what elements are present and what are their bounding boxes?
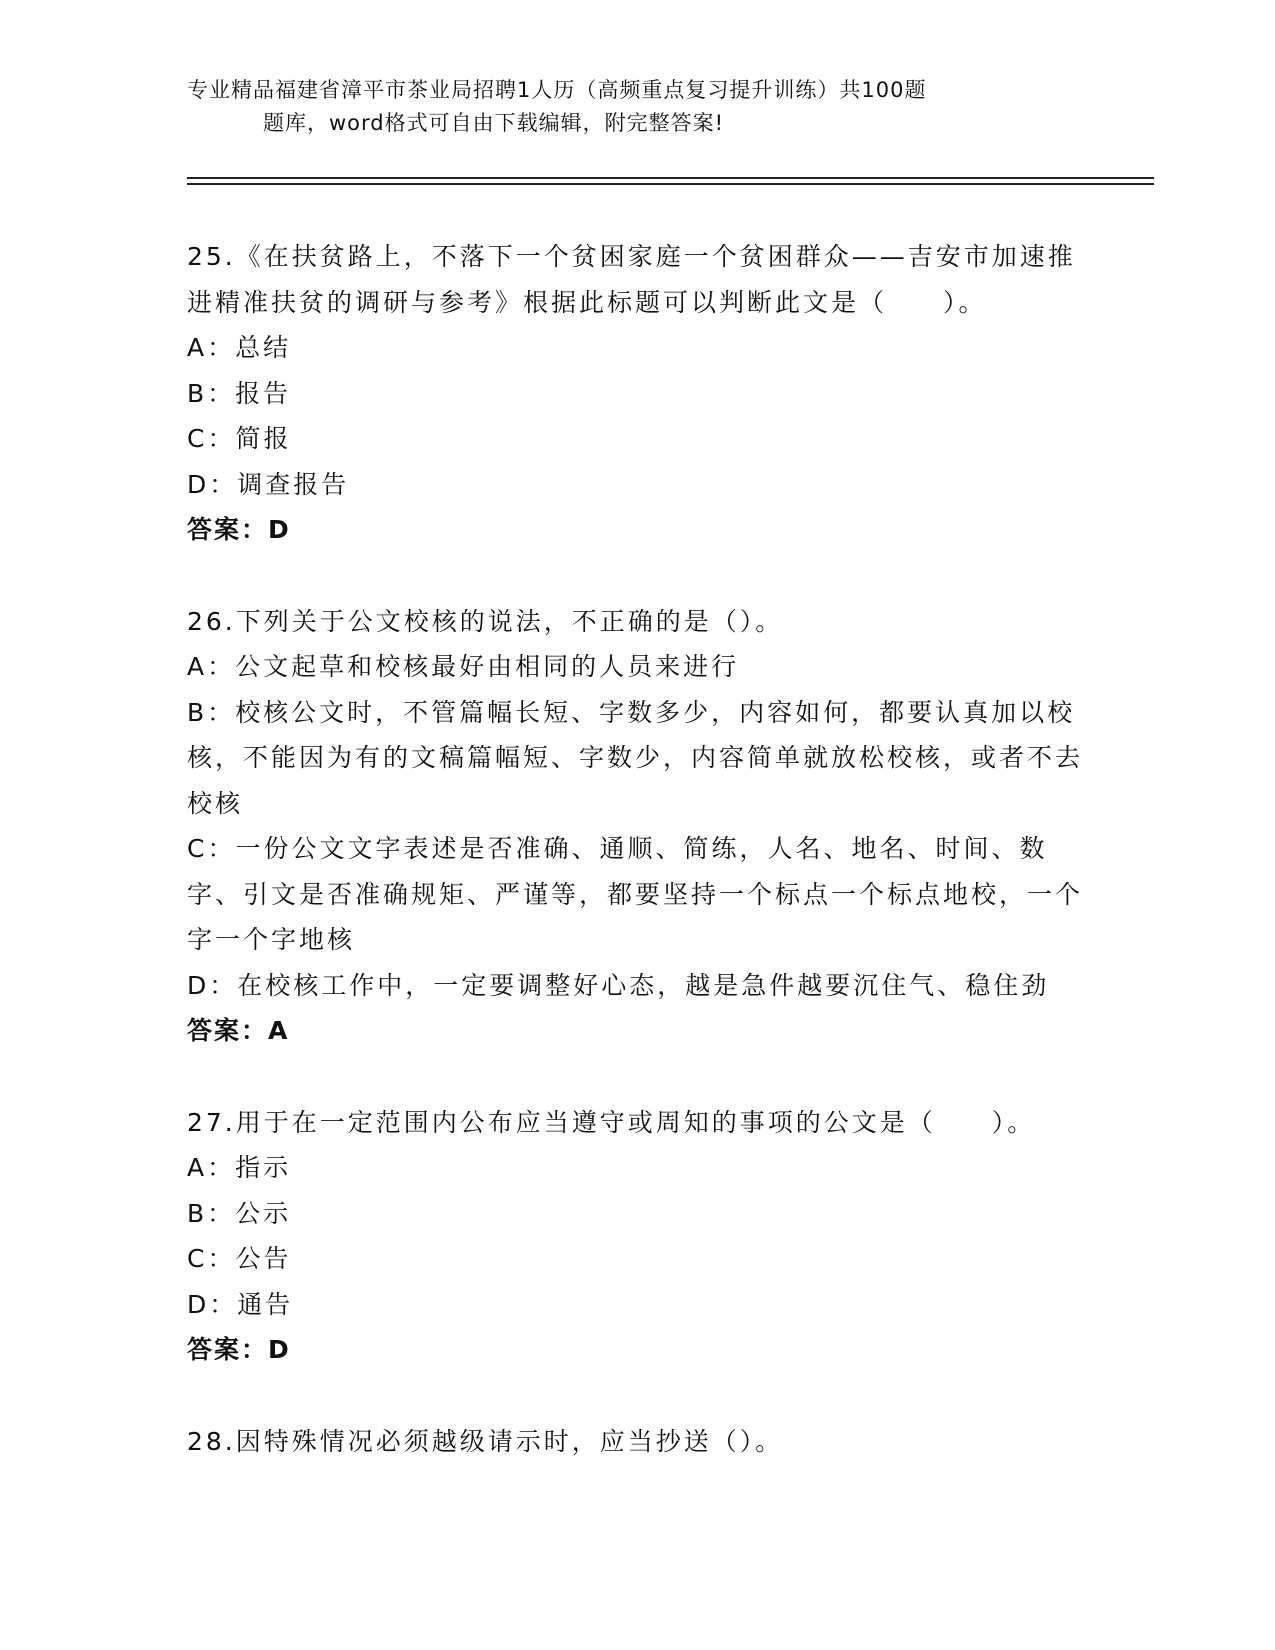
option-d: D：通告 (187, 1289, 294, 1319)
option-a: A：指示 (187, 1153, 292, 1182)
answer-line: 答案：A (187, 1016, 290, 1045)
question-stem: 26.下列关于公文校核的说法，不正确的是（）。 (187, 606, 784, 636)
question-26 (187, 599, 1087, 1054)
option-d: D：调查报告 (187, 469, 350, 499)
question-28 (187, 1419, 1087, 1465)
answer-line: 答案：D (187, 1335, 291, 1364)
answer-line: 答案：D (187, 515, 291, 544)
option-b: B：校核公文时，不管篇幅长短、字数多少，内容如何，都要认真加以校核，不能因为有的文稿篇幅短、字数少，内容简单就放松校核，或者不去校核 (187, 697, 1084, 818)
question-27 (187, 1100, 1087, 1373)
option-c: C：一份公文文字表述是否准确、通顺、简练，人名、地名、时间、数字、引文是否准确规矩、严谨等，都要坚持一个标点一个标点地校，一个字一个字地核 (187, 834, 1084, 954)
document-header (187, 74, 1067, 140)
header-title-line-2: 题库，word格式可自由下载编辑，附完整答案! (263, 111, 725, 135)
option-a: A：总结 (187, 333, 292, 362)
option-d: D：在校核工作中，一定要调整好心态，越是急件越要沉住气、稳住劲 (187, 970, 1050, 1000)
header-rule-top (187, 177, 1154, 179)
question-stem: 28.因特殊情况必须越级请示时，应当抄送（）。 (187, 1426, 784, 1456)
question-list (187, 234, 1087, 1510)
header-rule-bottom (187, 183, 1154, 185)
question-stem: 27.用于在一定范围内公布应当遵守或周知的事项的公文是（ ）。 (187, 1107, 1036, 1137)
option-c: C：公告 (187, 1244, 292, 1273)
question-25 (187, 234, 1087, 553)
option-b: B：公示 (187, 1198, 292, 1228)
header-title-line-1: 专业精品福建省漳平市茶业局招聘1人历（高频重点复习提升训练）共100题 (187, 78, 927, 102)
option-a: A：公文起草和校核最好由相同的人员来进行 (187, 652, 740, 681)
option-c: C：简报 (187, 424, 292, 453)
option-b: B：报告 (187, 378, 292, 408)
question-stem: 25.《在扶贫路上，不落下一个贫困家庭一个贫困群众——吉安市加速推进精准扶贫的调研与参考》根据此标题可以判断此文是（ ）。 (187, 242, 1076, 317)
